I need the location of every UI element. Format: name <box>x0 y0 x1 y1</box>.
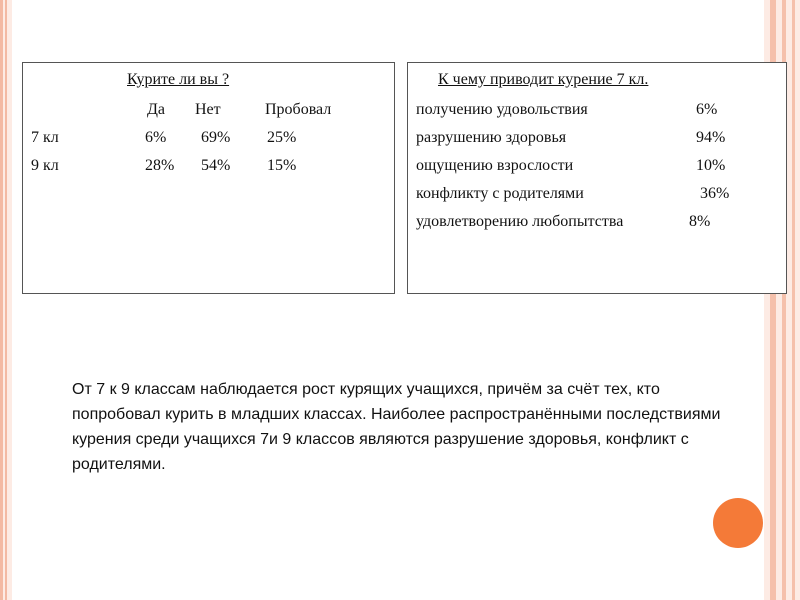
right-border-stripe-edge <box>792 0 795 600</box>
header-no: Нет <box>195 101 221 118</box>
consequences-table-title: К чему приводит курение 7 кл. <box>438 71 649 88</box>
left-border-stripe-inner <box>5 0 7 600</box>
summary-text: От 7 к 9 классам наблюдается рост курящих учащихся, причём за счёт тех, кто попробовал курить в младших классах. Наиболее распространёнными последствиями курения среди учащихся 7и 9 классов являются разрушение здоровья, конфликт с родителями. <box>72 381 721 473</box>
row-9-tried: 15% <box>267 157 297 174</box>
consequence-value: 10% <box>696 157 726 174</box>
consequence-value: 6% <box>696 101 718 118</box>
survey-table-title: Курите ли вы ? <box>127 71 230 88</box>
consequence-label: конфликту с родителями <box>416 185 584 202</box>
consequence-value: 8% <box>689 213 711 230</box>
row-7-no: 69% <box>201 129 231 146</box>
consequence-label: удовлетворению любопытства <box>416 213 624 230</box>
smoking-consequences-table <box>407 62 787 294</box>
row-9-label: 9 кл <box>31 157 59 174</box>
decorative-circle <box>713 498 763 548</box>
header-tried: Пробовал <box>265 101 332 118</box>
consequence-label: получению удовольствия <box>416 101 588 118</box>
row-7-yes: 6% <box>145 129 167 146</box>
consequence-label: разрушению здоровья <box>416 129 567 146</box>
row-9-no: 54% <box>201 157 231 174</box>
row-7-tried: 25% <box>267 129 297 146</box>
smoking-survey-table <box>22 62 395 294</box>
row-9-yes: 28% <box>145 157 175 174</box>
consequence-value: 94% <box>696 129 726 146</box>
header-yes: Да <box>147 101 166 118</box>
row-7-label: 7 кл <box>31 129 59 146</box>
consequence-value: 36% <box>700 185 730 202</box>
consequence-label: ощущению взрослости <box>416 157 574 174</box>
left-border-stripe <box>0 0 3 600</box>
